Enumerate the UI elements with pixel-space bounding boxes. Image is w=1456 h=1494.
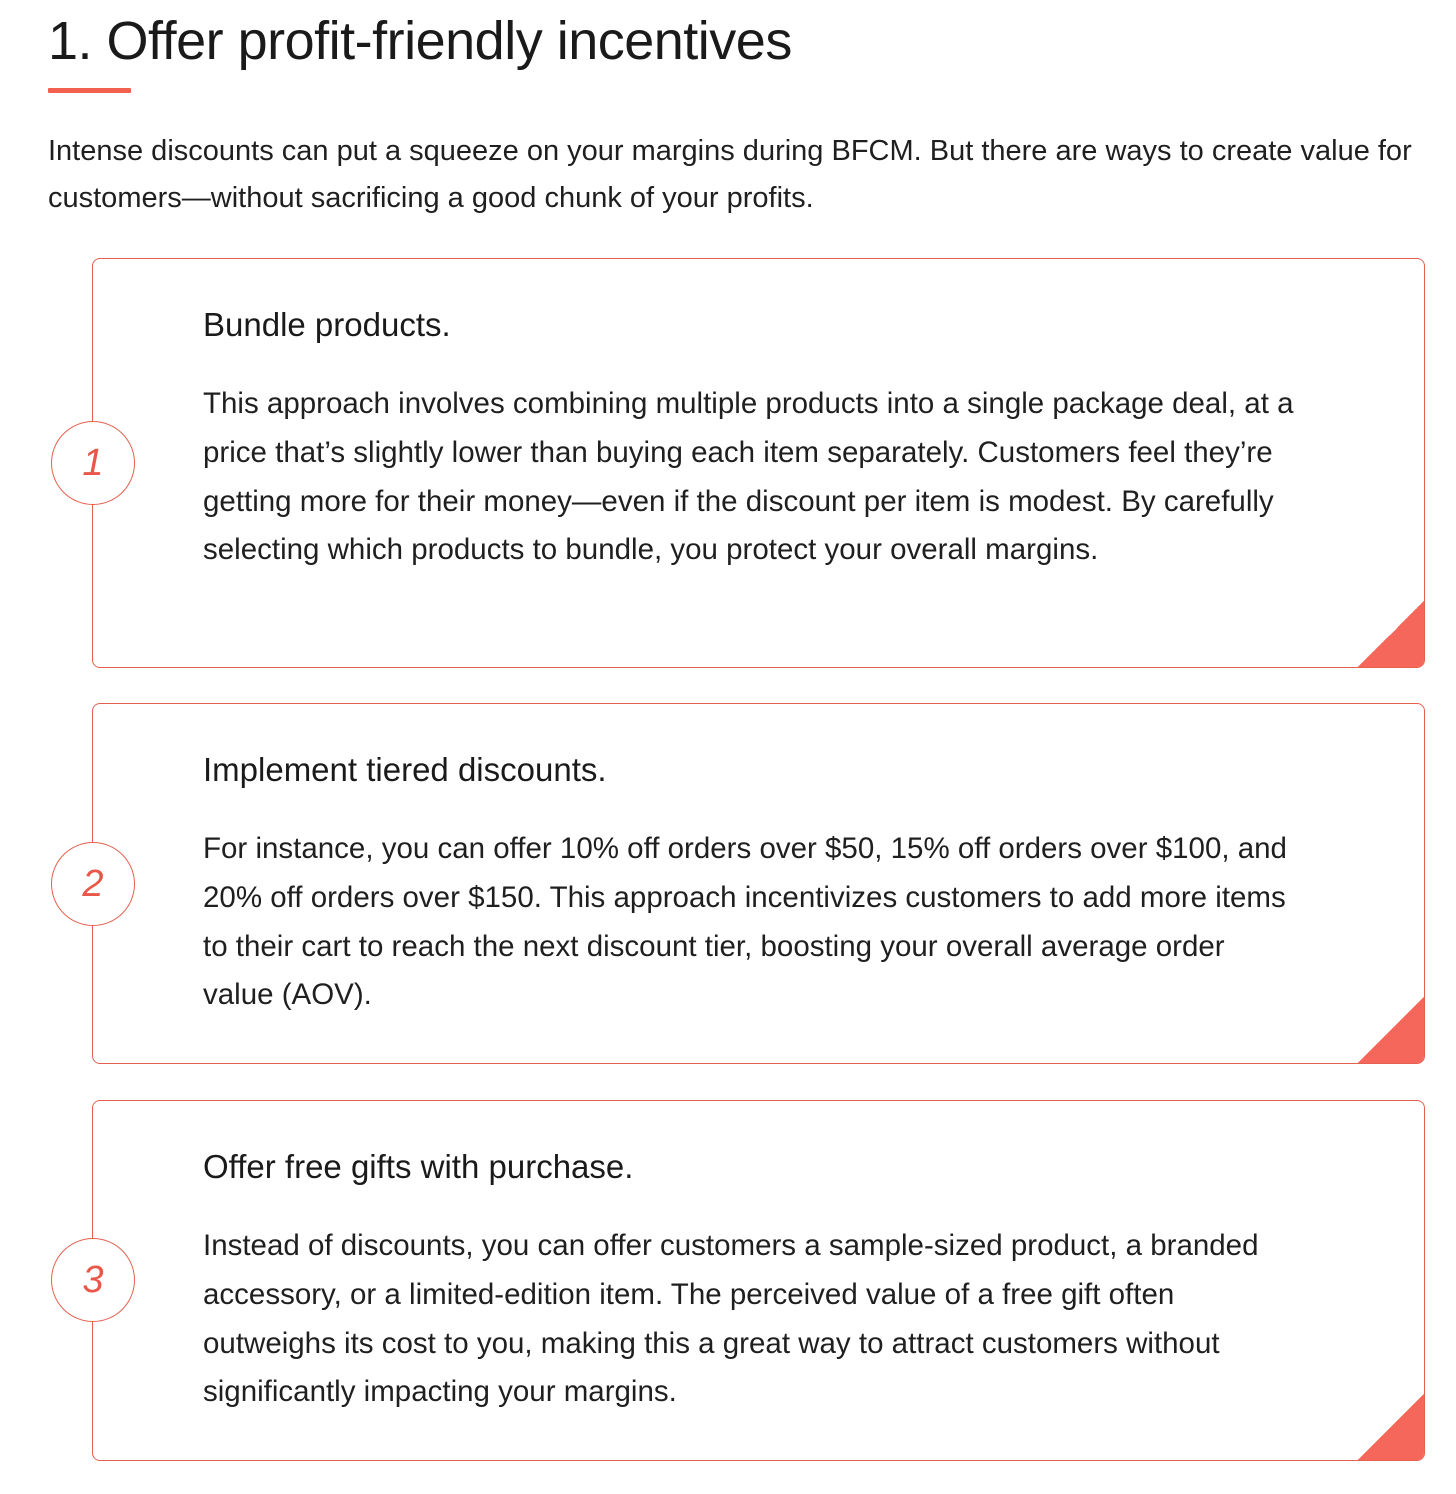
tip-card [92,1100,1425,1461]
corner-triangle-decoration [1357,600,1425,668]
intro-paragraph: Intense discounts can put a squeeze on your margins during BFCM. But there are ways to create value for customers—without sacrificing a good chunk of your profits. [48,135,1412,214]
step-number-badge: 1 [51,421,135,505]
step-number-badge: 2 [51,842,135,926]
tip-body: For instance, you can offer 10% off orders over $50, 15% off orders over $100, and 20% off orders over $150. This approach incentivizes customers to add more items to their cart to reach the next discount tier, boosting your overall average order value (AOV). [203,832,1287,1012]
step-number-badge: 3 [51,1238,135,1322]
tip-card [92,258,1425,668]
tip-heading: Offer free gifts with purchase. [203,1148,634,1185]
corner-triangle-decoration [1357,1393,1425,1461]
tip-heading: Implement tiered discounts. [203,751,607,788]
corner-triangle-decoration [1357,996,1425,1064]
tip-body: This approach involves combining multiple products into a single package deal, at a price that’s slightly lower than buying each item separately. Customers feel they’re getting more for their money—even if the discount per item is modest. By carefully selecting which products to bundle, you protect your overall margins. [203,387,1294,567]
tip-card [92,703,1425,1064]
page-title: 1. Offer profit-friendly incentives [48,11,792,71]
tip-body: Instead of discounts, you can offer customers a sample-sized product, a branded accessory, or a limited-edition item. The perceived value of a free gift often outweighs its cost to you, making this a great way to attract customers without significantly impacting your margins. [203,1229,1259,1409]
tip-heading: Bundle products. [203,306,451,343]
title-accent-underline [48,88,131,93]
